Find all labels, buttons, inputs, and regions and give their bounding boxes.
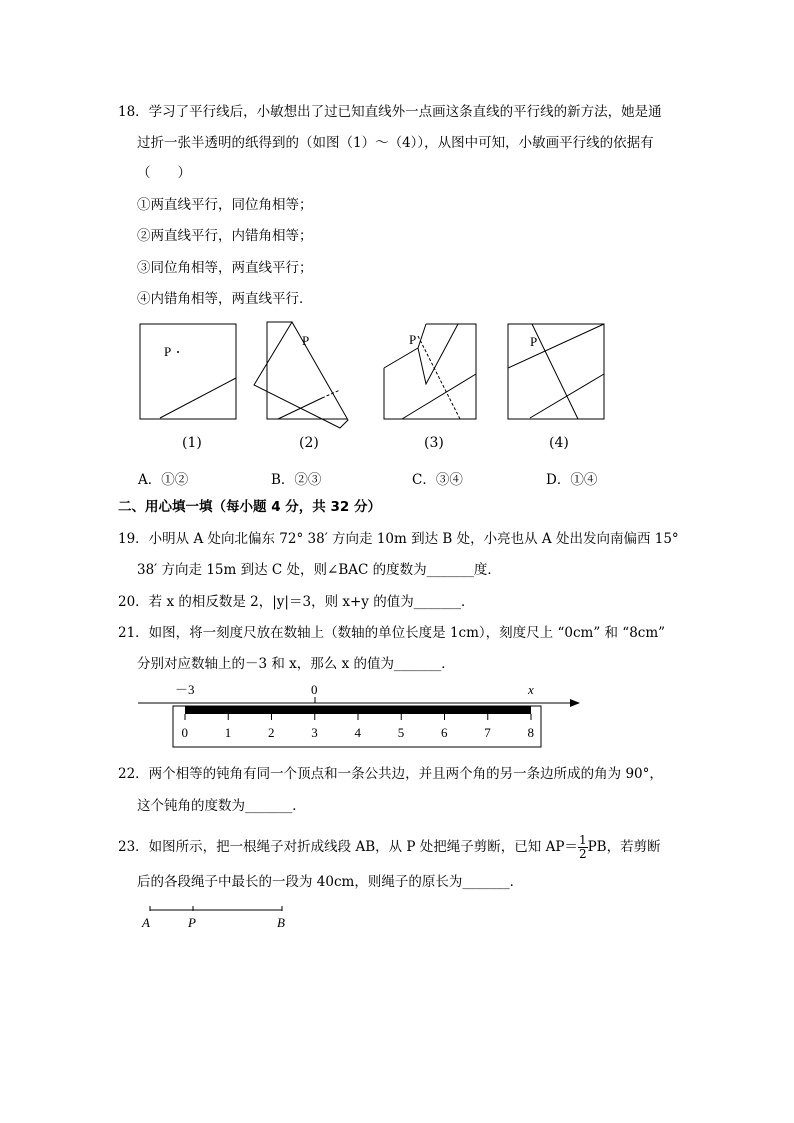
fraction-denominator: 2 bbox=[578, 847, 587, 861]
caption-4: (4) bbox=[549, 435, 569, 451]
option-d: D．①④ bbox=[546, 472, 598, 488]
ruler-ticks bbox=[182, 714, 535, 740]
fraction-numerator: 1 bbox=[578, 833, 587, 847]
point-p-label: P bbox=[164, 344, 172, 359]
q18-statement-4: ④内错角相等，两直线平行． bbox=[137, 291, 313, 307]
q23-line1 bbox=[118, 834, 661, 861]
q22-line2: 这个钝角的度数为_______． bbox=[137, 798, 306, 814]
q18-statement-1: ①两直线平行，同位角相等； bbox=[137, 197, 313, 213]
ruler-tick-label: 7 bbox=[484, 725, 491, 740]
point-p-label: P bbox=[302, 333, 310, 348]
q19-line1: 19．小明从 A 处向北偏东 72° 38′ 方向走 10m 到达 B 处，小亮也从 A 处出发向南偏西 15° bbox=[118, 531, 679, 547]
q18-statement-2: ②两直线平行，内错角相等； bbox=[137, 228, 313, 244]
q21-line1: 21．如图，将一刻度尺放在数轴上（数轴的单位长度是 1cm），刻度尺上 “0cm” 和 “8cm” bbox=[118, 625, 666, 641]
point-p-label: P bbox=[188, 915, 196, 930]
caption-3: (3) bbox=[424, 435, 444, 451]
q23-text-a: 23．如图所示，把一根绳子对折成线段 AB，从 P 处把绳子剪断，已知 AP＝ bbox=[118, 839, 578, 855]
axis-label-neg3: －3 bbox=[175, 682, 195, 697]
option-b: B．②③ bbox=[271, 472, 322, 488]
ruler-tick-label: 6 bbox=[441, 725, 448, 740]
q23-text-b: PB，若剪断 bbox=[587, 839, 661, 855]
q18-statement-3: ③同位角相等，两直线平行； bbox=[137, 260, 313, 276]
point-p-label: P bbox=[530, 334, 538, 349]
number-line-ruler-figure bbox=[136, 680, 582, 750]
segment-ab-figure bbox=[140, 903, 300, 933]
option-a: A．①② bbox=[138, 472, 189, 488]
section-title: 二、用心填一填（每小题 4 分，共 32 分） bbox=[118, 499, 381, 515]
ruler-tick-label: 4 bbox=[354, 725, 361, 740]
q18-line3: （ ） bbox=[137, 165, 191, 181]
point-a-label: A bbox=[142, 915, 150, 930]
caption-1: (1) bbox=[182, 435, 202, 451]
ruler-tick-label: 3 bbox=[311, 725, 318, 740]
ruler-tick-label: 8 bbox=[527, 725, 534, 740]
point-b-label: B bbox=[277, 915, 285, 930]
q23-line2: 后的各段绳子中最长的一段为 40cm，则绳子的原长为_______． bbox=[137, 874, 524, 890]
caption-2: (2) bbox=[299, 435, 319, 451]
option-c: C．③④ bbox=[412, 472, 463, 488]
q18-figure-3 bbox=[382, 320, 482, 422]
q18-figure-1 bbox=[138, 322, 240, 422]
q21-line2: 分别对应数轴上的－3 和 x，那么 x 的值为_______． bbox=[137, 656, 455, 672]
axis-label-zero: 0 bbox=[311, 682, 318, 697]
ruler-tick-label: 1 bbox=[224, 725, 232, 740]
ruler-tick-label: 5 bbox=[397, 725, 405, 740]
q18-figure-2 bbox=[250, 320, 350, 430]
q18-figure-4 bbox=[506, 322, 608, 422]
axis-label-x: x bbox=[528, 682, 534, 697]
point-p-label: P bbox=[409, 332, 417, 347]
fraction-one-half bbox=[578, 834, 588, 861]
q19-line2: 38′ 方向走 15m 到达 C 处，则∠BAC 的度数为_______度． bbox=[137, 562, 501, 578]
q20-line1: 20．若 x 的相反数是 2，|y|＝3，则 x+y 的值为_______． bbox=[118, 594, 475, 610]
q22-line1: 22．两个相等的钝角有同一个顶点和一条公共边，并且两个角的另一条边所成的角为 90°， bbox=[118, 766, 663, 782]
ruler-tick-label: 0 bbox=[181, 725, 188, 740]
ruler-tick-label: 2 bbox=[268, 725, 275, 740]
q18-line2: 过折一张半透明的纸得到的（如图（1）～（4）），从图中可知，小敏画平行线的依据有 bbox=[137, 135, 654, 151]
q18-line1: 18．学习了平行线后，小敏想出了过已知直线外一点画这条直线的平行线的新方法，她是通 bbox=[118, 104, 662, 120]
